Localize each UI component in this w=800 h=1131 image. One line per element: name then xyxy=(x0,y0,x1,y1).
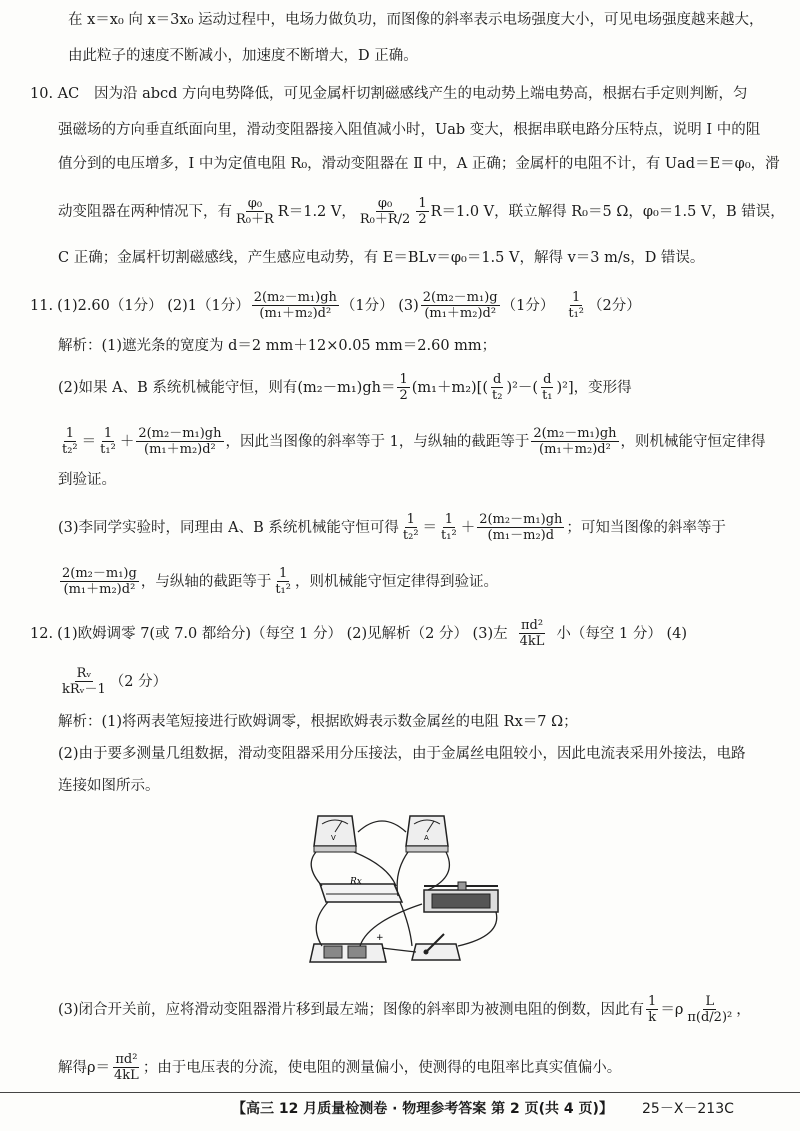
q11-analysis-2-d: )²]，变形得 xyxy=(556,379,632,396)
fraction-rho-result xyxy=(112,1052,141,1083)
q12-answers-a: (1)欧姆调零 7(或 7.0 都给分)（每空 1 分） (2)见解析（2 分） (3)左 xyxy=(57,625,508,642)
q10-line-4-c: R＝1.0 V，联立解得 R₀＝5 Ω，φ₀＝1.5 V，B 错误， xyxy=(430,203,785,220)
frac-den: R₀＋R xyxy=(236,212,274,227)
frac-num: 2(m₂－m₁)gh xyxy=(479,512,563,527)
rho-label: ρ＝ xyxy=(87,1059,111,1076)
voltmeter-icon xyxy=(314,816,356,852)
frac-num: πd² xyxy=(115,1052,138,1067)
page-footer xyxy=(0,1092,800,1117)
q11-analysis-3: $\frac{1}{\text{t₂²}}$ ＝ $\frac{1}{\text{t₁²}}$ ＋ $\frac{\text{2(m₂－m₁)gh}}{\text{(m₁＋m₂)d²}}$ ，因此当图像的斜率等于 1，与纵轴的截距等于 $\frac{\text{2(m₂－m₁)gh}}{\text{(m₁＋m₂)d²}}$ ，则机械能守恒定律得 xyxy=(62,426,766,457)
rho-equals: ＝ρ xyxy=(660,1001,684,1018)
q11-analysis-3-b: ，则机械能守恒定律得 xyxy=(620,433,766,450)
frac-num: 1 xyxy=(648,994,657,1009)
q11-analysis-5: (3)李同学实验时，同理由 A、B 系统机械能守恒可得 $\frac{1}{\text{t₂²}}$ ＝ $\frac{1}{\text{t₁²}}$ ＋ $\frac{\text{2(m₂－m₁)gh}}{\text{(m₁－m₂)d}}$ ；可知当图像的斜率等于 xyxy=(58,512,726,543)
q10-line-4-b: R＝1.2 V， xyxy=(277,203,356,220)
frac-den: (m₁＋m₂)d² xyxy=(424,306,497,321)
resistor-rx-icon xyxy=(320,877,402,902)
q12-analysis-2: (2)由于要多测量几组数据，滑动变阻器采用分压接法，由于金属丝电阻较小，因此电流表采用外接法，电路 xyxy=(58,746,746,762)
fraction-half xyxy=(416,196,428,227)
frac-num: φ₀ xyxy=(247,196,263,211)
fraction-1-over-k xyxy=(646,994,658,1025)
q11-answers-d: （2分） xyxy=(588,297,641,314)
ammeter-icon xyxy=(406,816,448,852)
frac-den: 4kL xyxy=(114,1068,139,1083)
q11-number: 11. xyxy=(30,297,54,314)
q12-answers-b: 小（每空 1 分） (4) xyxy=(556,625,687,642)
q12-answers-c: （2 分） xyxy=(109,673,168,690)
frac-den: (m₁＋m₂)d² xyxy=(539,442,611,457)
frac-num: d xyxy=(543,372,552,387)
q10-line-3: 值分到的电压增多，Ⅰ 中为定值电阻 R₀，滑动变阻器在 Ⅱ 中，A 正确；金属杆的电阻不计，有 Uad＝E＝φ₀，滑 xyxy=(58,156,780,172)
frac-den: (m₁＋m₂)d² xyxy=(144,442,216,457)
fraction-q11-c2 xyxy=(60,566,139,597)
frac-num: 2(m₂－m₁)gh xyxy=(533,426,617,441)
frac-num: 1 xyxy=(103,426,113,441)
q12-analysis-4 xyxy=(58,994,751,1025)
frac-den: 2 xyxy=(399,388,408,403)
frac-den: t₁² xyxy=(275,582,291,597)
q10-line-5: C 正确；金属杆切割磁感线，产生感应电动势，有 E＝BLv＝φ₀＝1.5 V，解得 v＝3 m/s，D 错误。 xyxy=(58,250,705,266)
q11-analysis-5-a: (3)李同学实验时，同理由 A、B 系统机械能守恒可得 xyxy=(58,519,399,536)
frac-num: φ₀ xyxy=(377,196,393,211)
q12-analysis-5 xyxy=(58,1052,621,1083)
frac-num: 1 xyxy=(418,196,427,211)
frac-num: 2(m₂－m₁)gh xyxy=(253,290,337,305)
frac-num: 1 xyxy=(65,426,74,441)
fraction-1-over-t1sq-b xyxy=(98,426,118,457)
frac-den: t₁² xyxy=(100,442,116,457)
q11-analysis-2 xyxy=(58,372,632,403)
q11-analysis-2-c: )²－( xyxy=(506,379,539,396)
q12-number: 12. xyxy=(30,625,54,642)
frac-den: (m₁＋m₂)d² xyxy=(259,306,332,321)
q11-analysis-6-b: ，则机械能守恒定律得到验证。 xyxy=(294,573,498,590)
q10-line-4-a: 动变阻器在两种情况下，有 xyxy=(58,203,232,220)
ammeter-label: A xyxy=(424,834,429,842)
frac-num: 2(m₂－m₁)g xyxy=(62,566,137,581)
q10-line-1: 因为沿 abcd 方向电势降低，可见金属杆切割磁感线产生的电动势上端电势高，根据右手定则判断，匀 xyxy=(94,86,748,102)
resistor-label: Rx xyxy=(350,877,362,887)
q12-answers-line-2 xyxy=(58,666,167,697)
frac-num: 1 xyxy=(444,512,454,527)
fraction-pid2-over-4kL xyxy=(518,618,547,649)
q11-analysis-5-b: ；可知当图像的斜率等于 xyxy=(566,519,726,536)
frac-num: 1 xyxy=(406,512,415,527)
frac-den: (m₁－m₂)d xyxy=(487,528,555,543)
frac-den: π(d/2)² xyxy=(687,1010,733,1025)
fraction-q11-3 xyxy=(421,290,500,321)
q12-analysis-1: 解析：(1)将两表笔短接进行欧姆调零，根据欧姆表示数金属丝的电阻 Rx＝7 Ω； xyxy=(58,714,578,730)
q9-line-2: 由此粒子的速度不断减小，加速度不断增大，D 正确。 xyxy=(68,48,418,64)
q11-answers-b: （1分） (3) xyxy=(340,297,419,314)
fraction-q11-b2 xyxy=(531,426,618,457)
frac-num: 2(m₂－m₁)g xyxy=(422,290,498,305)
frac-den: R₀＋R/2 xyxy=(359,212,411,227)
frac-den: t₁² xyxy=(568,306,584,321)
frac-den: k xyxy=(648,1010,657,1025)
q9-line-1: 在 x＝x₀ 向 x＝3x₀ 运动过程中，电场力做负功，而图像的斜率表示电场强度大小，可见电场强度越来越大， xyxy=(68,12,764,28)
frac-den: 4kL xyxy=(519,634,545,649)
frac-num: 2(m₂－m₁)gh xyxy=(138,426,222,441)
footer-code: 25－X－213C xyxy=(642,1101,734,1117)
q12-answers xyxy=(30,618,687,649)
fraction-q11-c1 xyxy=(477,512,564,543)
switch-icon xyxy=(412,934,460,960)
q11-answers-a: (1)2.60（1分） (2)1（1分） xyxy=(57,297,250,314)
footer-title: 【高三 12 月质量检测卷 · 物理参考答案 第 2 页(共 4 页)】 xyxy=(232,1101,613,1117)
voltmeter-label: V xyxy=(331,834,336,842)
fraction-1-over-t1sq xyxy=(566,290,586,321)
q11-analysis-4: 到验证。 xyxy=(58,472,116,488)
frac-den: (m₁＋m₂)d² xyxy=(63,582,136,597)
fraction-d-over-t2 xyxy=(490,372,504,403)
fraction-Rv-over-kRv1 xyxy=(60,666,108,697)
fraction-phi0-over-R0R xyxy=(234,196,276,227)
frac-num: Rᵥ xyxy=(76,666,92,681)
q12-analysis-5-a: 解得 xyxy=(58,1059,87,1076)
fraction-L-over-area xyxy=(685,994,734,1025)
frac-num: 1 xyxy=(279,566,288,581)
fraction-q11-b1 xyxy=(136,426,223,457)
battery-plus-label: + xyxy=(376,933,384,943)
frac-den: t₁ xyxy=(542,388,553,403)
q11-analysis-6-a: ，与纵轴的截距等于 xyxy=(140,573,272,590)
battery-icon xyxy=(310,933,386,962)
q11-answers-c: （1分） xyxy=(501,297,555,314)
fraction-1-over-t1sq-c xyxy=(439,512,459,543)
q11-analysis-6 xyxy=(58,566,498,597)
q10-line-4 xyxy=(58,196,785,227)
fraction-1-over-t2sq xyxy=(60,426,80,457)
q11-analysis-3-a: ，因此当图像的斜率等于 1，与纵轴的截距等于 xyxy=(225,433,530,450)
frac-den: t₁² xyxy=(441,528,457,543)
frac-num: 1 xyxy=(399,372,408,387)
fraction-1-over-t2sq-c xyxy=(401,512,421,543)
fraction-phi0-over-R0R2 xyxy=(358,196,412,227)
frac-num: πd² xyxy=(520,618,544,633)
frac-num: 1 xyxy=(572,290,581,305)
frac-den: t₂ xyxy=(492,388,503,403)
circuit-diagram xyxy=(298,806,510,974)
frac-num: L xyxy=(705,994,715,1009)
frac-den: 2 xyxy=(418,212,427,227)
q11-analysis-1: 解析：(1)遮光条的宽度为 d＝2 mm＋12×0.05 mm＝2.60 mm； xyxy=(58,338,497,354)
frac-den: t₂² xyxy=(402,528,419,543)
frac-den: kRᵥ－1 xyxy=(62,682,106,697)
q11-analysis-2-b: (m₁＋m₂)[( xyxy=(411,379,488,396)
q10-line-2: 强磁场的方向垂直纸面向里，滑动变阻器接入阻值减小时，Uab 变大，根据串联电路分压特点，说明 Ⅰ 中的阻 xyxy=(58,122,761,138)
q11-answers xyxy=(30,290,641,321)
q12-analysis-3: 连接如图所示。 xyxy=(58,778,160,794)
q11-analysis-2-a: (2)如果 A、B 系统机械能守恒，则有(m₂－m₁)gh＝ xyxy=(58,379,396,396)
q10-number: 10. AC xyxy=(30,86,80,102)
fraction-q11-2 xyxy=(252,290,339,321)
fraction-half-2 xyxy=(397,372,409,403)
q12-analysis-4-a: (3)闭合开关前，应将滑动变阻器滑片移到最左端；图像的斜率即为被测电阻的倒数，因此有 xyxy=(58,1001,645,1018)
q12-analysis-4-b: ， xyxy=(736,1001,751,1018)
frac-num: d xyxy=(493,372,502,387)
fraction-1-over-t1sq-d xyxy=(273,566,293,597)
q12-analysis-5-b: ；由于电压表的分流，使电阻的测量偏小，使测得的电阻率比真实值偏小。 xyxy=(142,1059,622,1076)
frac-den: t₂² xyxy=(62,442,78,457)
fraction-d-over-t1 xyxy=(540,372,554,403)
